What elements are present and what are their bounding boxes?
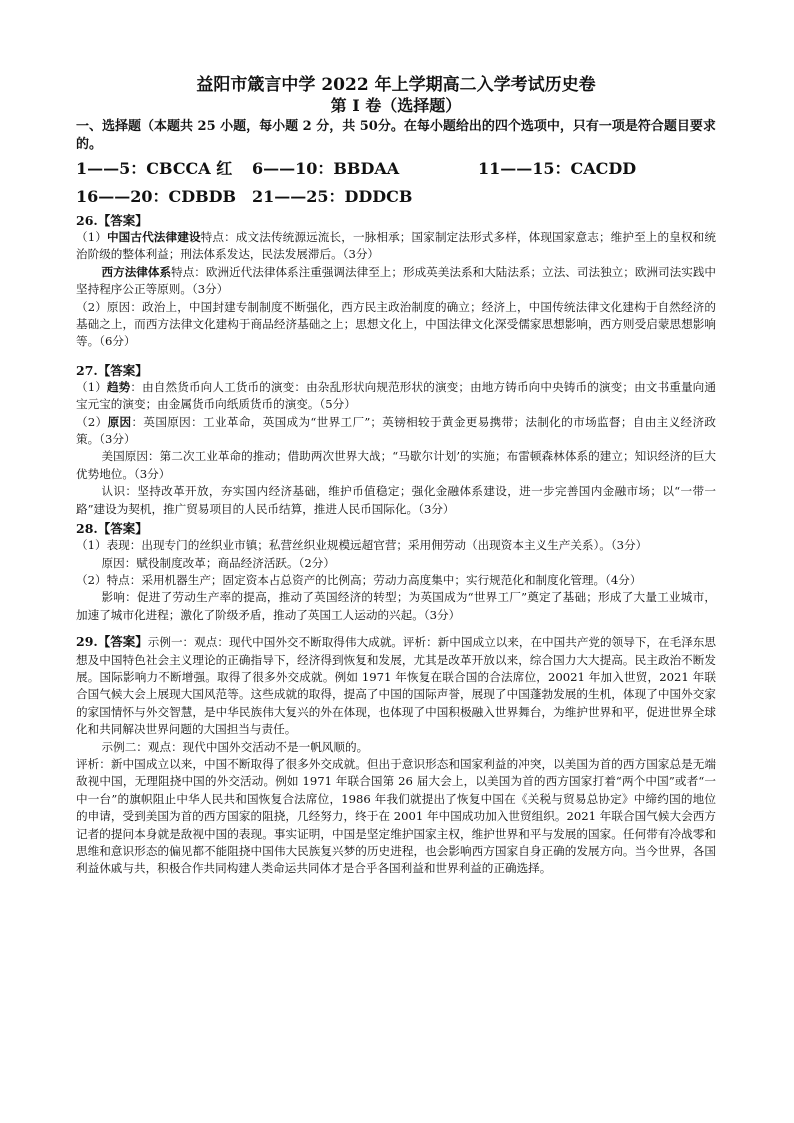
q28-head: 28.【答案】: [76, 521, 148, 537]
q27-part2-prefix: （2）: [76, 414, 108, 429]
q26-part1-keyword: 中国古代法律建设: [106, 230, 201, 244]
q27-part2: [76, 414, 716, 449]
q27-head: 27.【答案】: [76, 362, 148, 378]
q26-part1-prefix: （1）: [76, 230, 107, 244]
q26-part2: （2）原因：政治上，中国封建专制制度不断强化，西方民主政治制度的确立；经济上，中国传统法律文化建构于自然经济的基础之上，而西方法律文化建构于商品经济基础之上；思想文化上，中国法律文化深受儒家思想影响，西方则受启蒙思想影响等。（6分）: [76, 299, 716, 349]
page-subtitle: 第 I 卷（选择题）: [330, 96, 462, 115]
q27-part2-text: ：英国原因：工业革命，英国成为“世界工厂”；英镑相较于黄金更易携带；法制化的市场监督；自由主义经济政策。（3分）: [76, 414, 716, 447]
q29-example1: [76, 633, 716, 738]
q28-part2: （2）特点：采用机器生产；固定资本占总资产的比例高；劳动力高度集中；实行规范化和制度化管理。（4分）: [76, 572, 642, 587]
q29-head: 29.【答案】: [76, 634, 148, 650]
q26-part1-western-text: 特点：欧洲近代法律体系注重强调法律至上；形成英美法系和大陆法系；立法、司法独立；欧洲司法实践中坚持程序公正等原则。（3分）: [76, 264, 717, 297]
q27-part2-usa: 美国原因：第二次工业革命的推动；借助两次世界大战；“马歇尔计划’的实施；布雷顿森林体系的建立；知识经济的巨大优势地位。（3分）: [76, 449, 716, 481]
answer-group-1-5: 1——5：CBCCA 红: [76, 159, 233, 178]
section1-instructions: 一、选择题（本题共 25 小题，每小题 2 分，共 50分。在每小题给出的四个选项中，只有一项是符合题目要求的。: [76, 119, 716, 152]
q29-example2: 示例二：观点：现代中国外交活动不是一帆风顺的。: [101, 739, 369, 754]
answer-group-11-15: 11——15：CACDD: [478, 159, 637, 178]
q26-part1-western: [76, 264, 716, 299]
q26-part1-text: 特点：成文法传统源远流长，一脉相承；国家制定法形式多样，体现国家意志；维护至上的皇权和统治阶级的整体利益；刑法体系发达，民法发展滞后。（3分）: [76, 230, 716, 262]
answer-group-6-10: 6——10：BBDAA: [252, 159, 400, 178]
choice-answers-row1: [76, 156, 716, 182]
q26-part1: [76, 229, 716, 264]
q27-part1: [76, 379, 716, 414]
q28-part1-reason: 原因：赋役制度改革；商品经济活跃。（2分）: [101, 555, 335, 570]
q27-part1-prefix: （1）: [76, 379, 107, 394]
q27-part2-keyword: 原因: [107, 414, 132, 429]
page-title: 益阳市箴言中学 2022 年上学期高二入学考试历史卷: [196, 75, 596, 95]
q28-part2-impact: 影响：促进了劳动生产率的提高，推动了英国经济的转型；为英国成为“世界工厂”奠定了基础；形成了大量工业城市，加速了城市化进程；激化了阶级矛盾，推动了英国工人运动的兴起。（3分）: [76, 590, 716, 622]
q29-example1-text: 示例一：观点：现代中国外交不断取得伟大成就。评析：新中国成立以来，在中国共产党的领导下，在毛泽东思想及中国特色社会主义理论的正确指导下，经济得到恢复和发展，尤其是改革开放以来，综合国力大大提高。民主政治不断发展。国际影响力不断增强。取得了很多外交成就。例如 1971 年恢复在联合国的合法席位，20021 年加入世贸，2021 年联合国气候大会上展现大国风范等。这些成就的取得，提高了中国的国际声誉，展现了中国蓬勃发展的生机，体现了中国外交家的家国情怀与外交智慧，是中华民族伟大复兴的外在体现，也体现了中国积极融入世界舞台，为维护世界和平，促进世界全球化和共同解决世界问题的大国担当与责任。: [76, 635, 716, 737]
answer-group-16-20: 16——20：CDBDB: [76, 187, 237, 206]
answer-group-21-25: 21——25：DDDCB: [252, 187, 413, 206]
q27-part1-keyword: 趋势: [106, 379, 131, 394]
q26-head: 26.【答案】: [76, 213, 148, 228]
q27-part2-insight: 认识：坚持改革开放，夯实国内经济基础，维护币值稳定；强化金融体系建设，进一步完善国内金融市场；以“一带一路”建设为契机，推广贸易项目的人民币结算，推进人民币国际化。（3分）: [76, 484, 716, 516]
q28-part1: （1）表现：出现专门的丝织业市镇；私营丝织业规模远超官营；采用佣劳动（出现资本主义生产关系）。（3分）: [76, 538, 648, 553]
q27-part1-text: ：由自然货币向人工货币的演变：由杂乱形状向规范形状的演变；由地方铸币向中央铸币的演变；由文书重量向通宝元宝的演变；由金属货币向纸质货币的演变。（5分）: [76, 379, 716, 412]
q29-example2-analysis: 评析：新中国成立以来，中国不断取得了很多外交成就。但出于意识形态和国家利益的冲突，以美国为首的西方国家总是无端敌视中国，无理阻挠中国的外交活动。例如 1971 年联合国第 26 届大会上，以美国为首的西方国家打着“两个中国”或者“一中一台”的旗帜阻止中华人民共和国恢复合法席位，1986 年我们就提出了恢复中国在《关税与贸易总协定》中缔约国的地位的申请，受到美国为首的西方国家的阻挠，几经努力，终于在 2001 年中国成功加入世贸组织。2021 年联合国气候大会西方记者的提问本身就是敌视中国的表现。事实证明，中国是坚定维护国家主权，维护世界和平与发展的国家。任何带有冷战零和思维和意识形态的偏见都不能阻挠中国伟大民族复兴梦的历史进程，也会影响西方国家自身正确的发展方向。当今世界，各国利益休戚与共，积极合作共同构建人类命运共同体才是合乎各国利益和世界利益的正确选择。: [76, 756, 716, 876]
answer-sheet: [76, 74, 716, 878]
choice-answers-row2: [76, 184, 716, 210]
q26-part1-western-keyword: 西方法律体系: [101, 264, 172, 279]
